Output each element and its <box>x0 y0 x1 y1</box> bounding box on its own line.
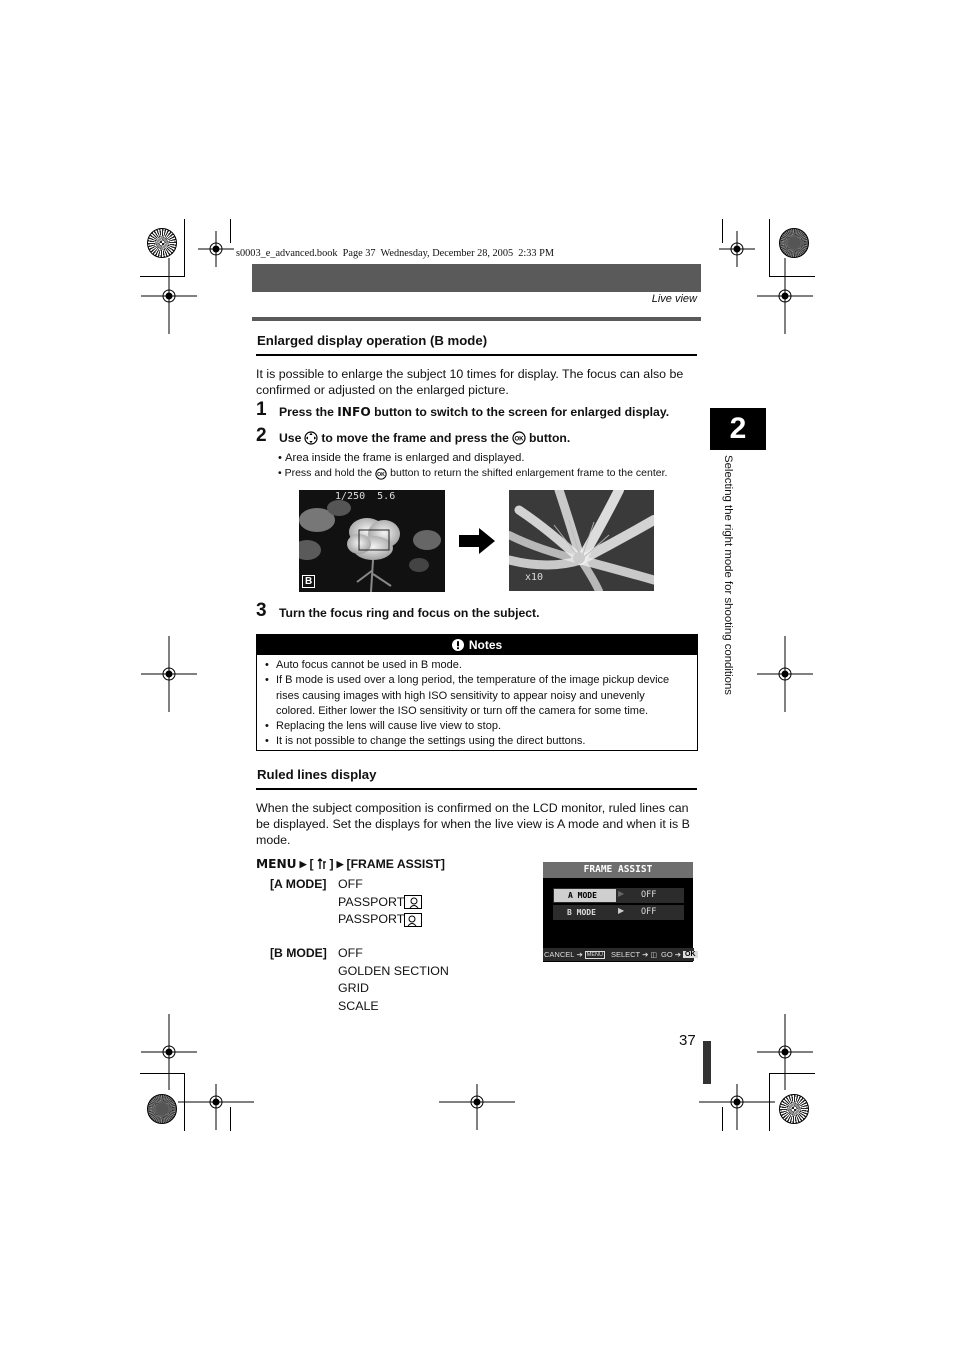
lcd-frame-assist-screen <box>543 862 696 962</box>
section-rule <box>256 788 697 790</box>
notes-header: Notes <box>257 635 697 655</box>
page-edge-bar <box>703 1041 711 1084</box>
notes-box <box>256 634 698 751</box>
print-file-line: s0003_e_advanced.book Page 37 Wednesday, December 28, 2005 2:33 PM <box>236 248 555 259</box>
info-key: INFO <box>337 405 371 419</box>
step-number: 2 <box>256 425 267 446</box>
passport-frame-icon <box>404 913 422 927</box>
warning-icon <box>452 639 464 651</box>
enlarged-photo <box>509 490 654 591</box>
running-title: Live view <box>651 293 697 305</box>
note-item: • If B mode is used over a long period, the temperature of the image pickup device rises causing images with high ISO sensitivity to appear noisy and unevenly colored. Either lower the ISO sensitivity or turn off the camera for some time. <box>265 673 681 719</box>
note-item: • Replacing the lens will cause live view to stop. <box>265 719 697 734</box>
lcd-title-bar: FRAME ASSIST <box>543 862 693 878</box>
zoom-label: x10 <box>525 572 544 583</box>
lcd-row-a-mode: A MODE ▶ OFF <box>553 888 684 903</box>
bullet-item: • Area inside the frame is enlarged and displayed. <box>278 452 525 464</box>
section-intro: When the subject composition is confirmed on the LCD monitor, ruled lines can be displayed. Set the displays for when the live view is A mode and when it is B mode. <box>256 801 690 847</box>
arrow-pad-icon <box>304 431 318 445</box>
setup-tab-icon <box>317 858 327 870</box>
chapter-side-title: Selecting the right mode for shooting conditions <box>722 455 734 695</box>
step-2-text: Use to move the frame and press the OK button. <box>279 431 571 445</box>
step-number: 1 <box>256 399 267 420</box>
header-band <box>252 264 701 292</box>
right-arrow-icon <box>459 528 495 554</box>
lcd-row-b-mode: B MODE ▶ OFF <box>553 905 684 920</box>
header-rule <box>252 317 701 321</box>
svg-text:OK: OK <box>377 471 385 478</box>
b-mode-options: OFF GOLDEN SECTION GRID SCALE <box>338 946 449 1013</box>
step-number: 3 <box>256 600 267 621</box>
notes-list <box>257 655 697 750</box>
svg-text:OK: OK <box>514 436 524 443</box>
step-1-text: Press the INFO button to switch to the screen for enlarged display. <box>279 405 670 419</box>
lcd-footer: CANCEL ➔ MENU SELECT ➔ ◫ GO ➔ OK <box>544 950 696 959</box>
note-item: • Auto focus cannot be used in B mode. <box>265 658 697 673</box>
section-rule <box>256 354 697 356</box>
note-item: • It is not possible to change the settings using the direct buttons. <box>265 734 697 749</box>
bullet-item: • Press and hold the OK button to return the shifted enlargement frame to the center. <box>278 467 668 479</box>
ok-button-icon <box>512 431 526 445</box>
section-intro: It is possible to enlarge the subject 10 times for display. The focus can also be confirmed or adjusted on the enlarged picture. <box>256 367 684 397</box>
ok-button-icon <box>375 468 387 480</box>
chapter-tab: 2 <box>710 408 766 450</box>
a-mode-options: OFF PASSPORT PASSPORT <box>338 876 422 929</box>
section-title: Ruled lines display <box>257 767 377 782</box>
a-mode-label: [A MODE] <box>270 877 327 891</box>
menu-path: MENU ▶ [ ] ▶ [FRAME ASSIST] <box>256 857 445 871</box>
passport-frame-icon <box>404 895 422 909</box>
b-mode-icon: B <box>302 575 315 588</box>
live-view-photo <box>299 490 445 592</box>
step-3-text: Turn the focus ring and focus on the subject. <box>279 606 540 620</box>
chevron-right-icon: ▶ <box>336 858 344 869</box>
exposure-readout: 1/250 5.6 <box>335 491 396 502</box>
section-title: Enlarged display operation (B mode) <box>257 333 488 348</box>
chevron-right-icon: ▶ <box>299 858 307 869</box>
b-mode-label: [B MODE] <box>270 946 327 960</box>
page-number: 37 <box>679 1032 696 1049</box>
